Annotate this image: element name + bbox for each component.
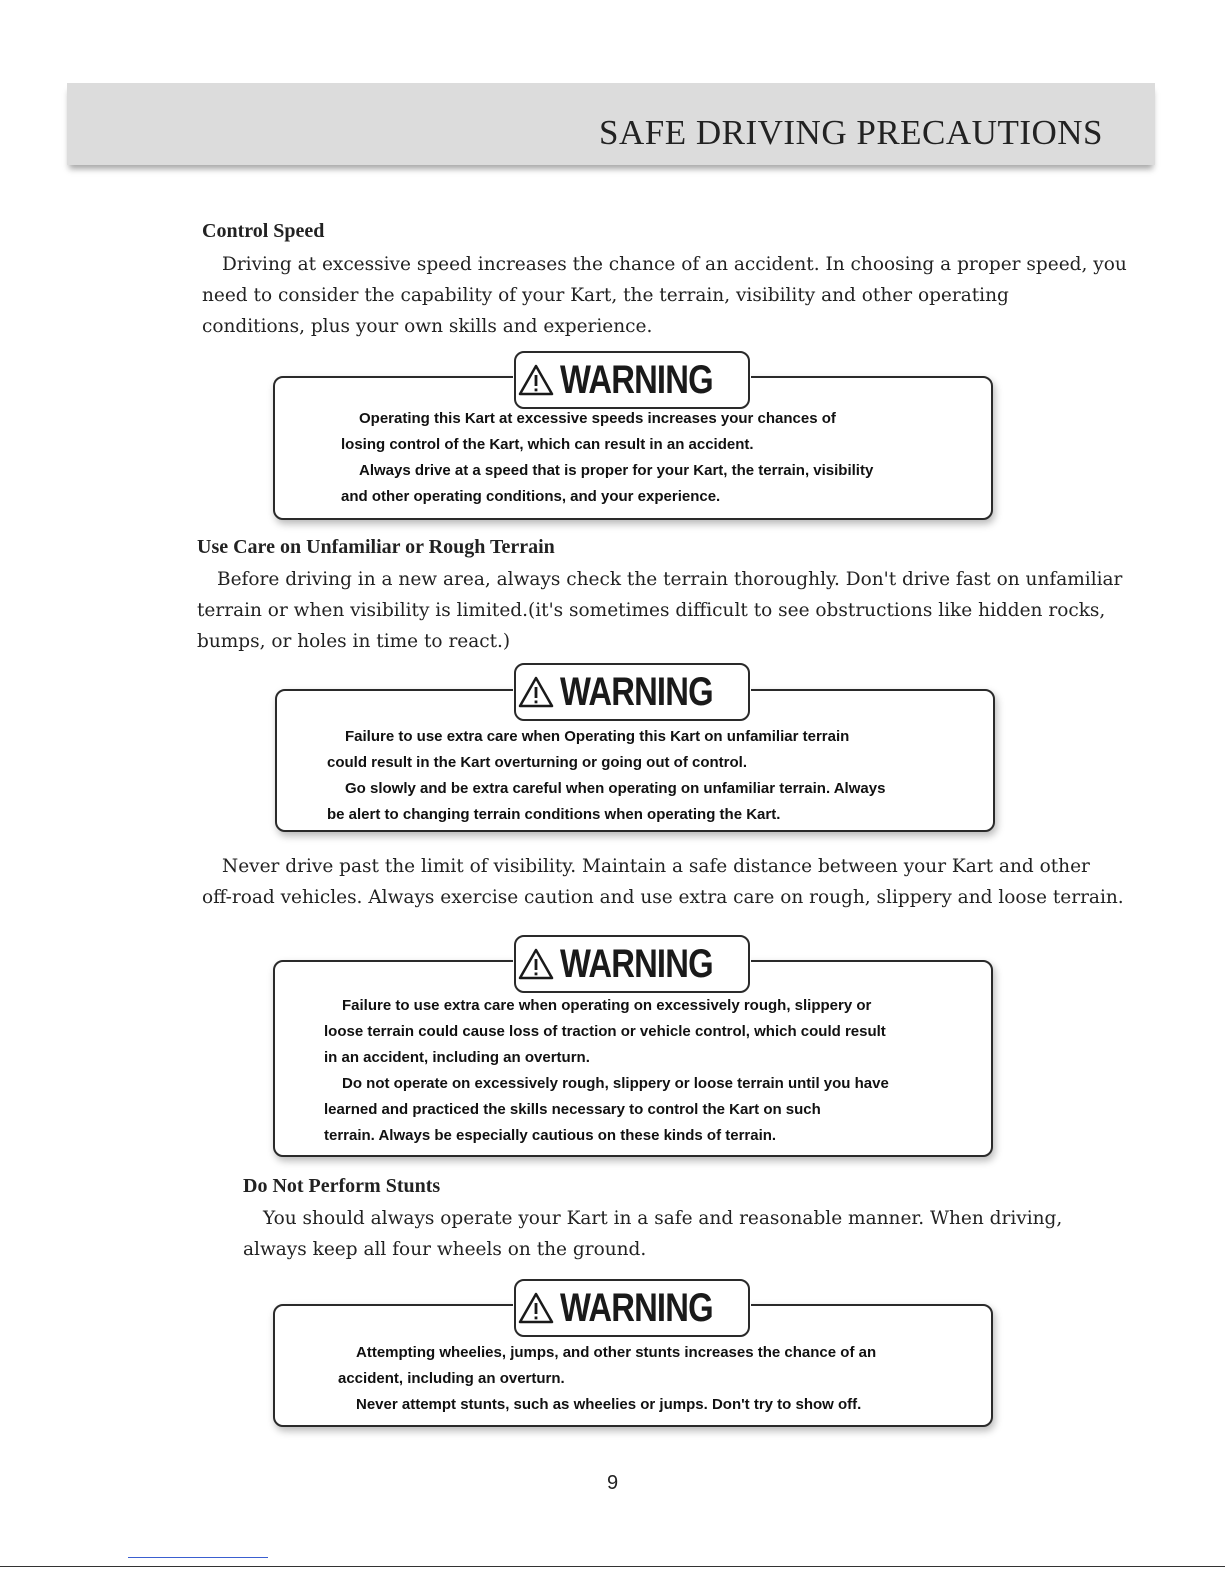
paragraph-line: Never drive past the limit of visibility. Maintain a safe distance between your Kart and other [222,856,1090,877]
bottom-rule [0,1566,1225,1567]
paragraph-stunts [243,1203,1062,1265]
paragraph-line: off-road vehicles. Always exercise caution and use extra care on rough, slippery and loose terrain. [202,887,1124,908]
warning-line: Always drive at a speed that is proper for your Kart, the terrain, visibility [359,462,874,479]
paragraph-line: bumps, or holes in time to react.) [197,631,511,652]
warning-badge [514,1279,750,1337]
warning-triangle-icon [518,948,554,980]
warning-line: be alert to changing terrain conditions when operating the Kart. [327,806,781,823]
paragraph-line: You should always operate your Kart in a safe and reasonable manner. When driving, [263,1208,1063,1229]
page-title: SAFE DRIVING PRECAUTIONS [599,113,1103,152]
warning-triangle-icon [518,364,554,396]
warning-label: WARNING [560,669,713,714]
warning-label: WARNING [560,357,713,402]
warning-line: Do not operate on excessively rough, slippery or loose terrain until you have [342,1075,889,1092]
warning-line: losing control of the Kart, which can result in an accident. [341,436,754,453]
paragraph-line: conditions, plus your own skills and experience. [202,316,653,337]
warning-line: loose terrain could cause loss of traction or vehicle control, which could result [324,1023,886,1040]
warning-badge [514,935,750,993]
warning-line: terrain. Always be especially cautious on these kinds of terrain. [324,1127,777,1144]
warning-line: learned and practiced the skills necessary to control the Kart on such [324,1101,821,1118]
paragraph-unfamiliar-terrain [197,564,1122,657]
paragraph-line: always keep all four wheels on the ground. [243,1239,647,1260]
warning-line: accident, including an overturn. [338,1370,565,1387]
warning-line: Operating this Kart at excessive speeds increases your chances of [359,410,836,427]
warning-line: Attempting wheelies, jumps, and other stunts increases the chance of an [356,1344,877,1361]
warning-line: Failure to use extra care when operating on excessively rough, slippery or [342,997,872,1014]
warning-line: and other operating conditions, and your experience. [341,488,721,505]
paragraph-line: Before driving in a new area, always check the terrain thoroughly. Don't drive fast on unfamiliar [217,569,1123,590]
warning-text [341,406,873,510]
warning-badge [514,351,750,409]
paragraph-line: Driving at excessive speed increases the chance of an accident. In choosing a proper speed, you [222,254,1127,275]
warning-badge [514,663,750,721]
warning-line: Go slowly and be extra careful when operating on unfamiliar terrain. Always [345,780,886,797]
warning-text [327,724,885,828]
paragraph-line: need to consider the capability of your Kart, the terrain, visibility and other operating [202,285,1009,306]
warning-text [338,1340,876,1418]
warning-line: could result in the Kart overturning or going out of control. [327,754,747,771]
section-title-stunts: Do Not Perform Stunts [243,1175,441,1197]
paragraph-control-speed [202,249,1127,342]
paragraph-visibility [202,851,1124,913]
warning-line: Failure to use extra care when Operating this Kart on unfamiliar terrain [345,728,850,745]
warning-line: Never attempt stunts, such as wheelies or jumps. Don't try to show off. [356,1396,862,1413]
section-title-control-speed: Control Speed [202,220,325,242]
header-band [67,83,1155,165]
section-title-unfamiliar-terrain: Use Care on Unfamiliar or Rough Terrain [197,536,555,558]
page-number: 9 [606,1472,619,1494]
warning-text [324,993,889,1149]
warning-label: WARNING [560,941,713,986]
warning-triangle-icon [518,1292,554,1324]
warning-line: in an accident, including an overturn. [324,1049,590,1066]
warning-label: WARNING [560,1285,713,1330]
link-underline [128,1557,268,1558]
paragraph-line: terrain or when visibility is limited.(it's sometimes difficult to see obstructions like hidden rocks, [197,600,1106,621]
warning-triangle-icon [518,676,554,708]
